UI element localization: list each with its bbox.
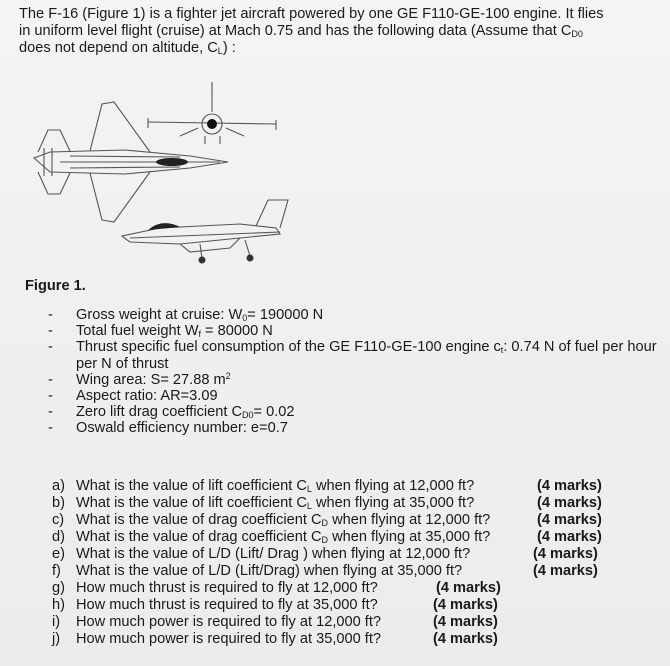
intro-paragraph — [19, 6, 664, 57]
f16-three-view-drawing — [30, 78, 310, 270]
intro-line-1: The F-16 (Figure 1) is a fighter jet aircraft powered by one GE F110-GE-100 engine. It flies — [19, 6, 604, 22]
spec-oswald-efficiency: - Oswald efficiency number: e=0.7 — [48, 420, 288, 437]
question-e: e) What is the value of L/D (Lift/ Drag ) when flying at 12,000 ft? — [52, 546, 471, 562]
intro-line-3: does not depend on altitude, $C_L$) : — [19, 40, 236, 56]
top-view-canopy — [156, 158, 188, 166]
question-f: f) What is the value of L/D (Lift/Drag) when flying at 35,000 ft? — [52, 563, 463, 579]
question-f-marks: (4 marks) — [533, 563, 598, 579]
top-view-tail-lower — [38, 172, 70, 194]
question-j-marks: (4 marks) — [433, 631, 498, 647]
question-e-marks: (4 marks) — [533, 546, 598, 562]
question-b-marks: (4 marks) — [537, 495, 602, 511]
spec-fuel-weight: - Total fuel weight $W_f = 80000$ N — [48, 323, 273, 340]
question-h-marks: (4 marks) — [433, 597, 498, 613]
spec-tsfc: - Thrust specific fuel consumption of the GE F110-GE-100 engine $c_t$: 0.74 N of fuel per hour per N of thrust — [48, 339, 657, 372]
question-d-marks: (4 marks) — [537, 529, 602, 545]
side-view-canopy — [148, 223, 180, 230]
question-g-marks: (4 marks) — [436, 580, 501, 596]
question-i: i) How much power is required to fly at 12,000 ft? — [52, 614, 382, 630]
spec-zero-lift-drag: - Zero lift drag coefficient $C_{D0}= 0.02$ — [48, 404, 295, 421]
top-view-tail-upper — [38, 130, 70, 152]
aircraft-drawing — [30, 78, 310, 270]
question-c: c) What is the value of drag coefficient $C_D$ when flying at 12,000 ft? — [52, 512, 491, 528]
question-d: d) What is the value of drag coefficient $C_D$ when flying at 35,000 ft? — [52, 529, 491, 545]
question-j: j) How much power is required to fly at 35,000 ft? — [52, 631, 382, 647]
spec-wing-area: - Wing area: S= 27.88 $m^2$ — [48, 370, 231, 388]
question-i-marks: (4 marks) — [433, 614, 498, 630]
question-b: b) What is the value of lift coefficient $C_L$ when flying at 35,000 ft? — [52, 495, 475, 511]
spec-aspect-ratio: - Aspect ratio: AR=3.09 — [48, 388, 218, 405]
spec-gross-weight: - Gross weight at cruise: $W_0= 190000$ N — [48, 307, 324, 323]
aircraft-data-list — [48, 307, 658, 437]
top-view-wing-upper — [90, 102, 150, 152]
question-g: g) How much thrust is required to fly at 12,000 ft? — [52, 580, 378, 596]
figure-label: Figure 1. — [25, 278, 86, 294]
side-view-fin — [256, 200, 288, 228]
question-c-marks: (4 marks) — [537, 512, 602, 528]
intro-line-2: in uniform level flight (cruise) at Mach 0.75 and has the following data (Assume that $C_{D0}$ — [19, 23, 583, 39]
question-a: a) What is the value of lift coefficient $C_L$ when flying at 12,000 ft? — [52, 478, 475, 494]
question-h: h) How much thrust is required to fly at 35,000 ft? — [52, 597, 378, 613]
question-a-marks: (4 marks) — [537, 478, 602, 494]
top-view-wing-lower — [90, 172, 150, 222]
side-view-fuselage — [122, 224, 280, 244]
